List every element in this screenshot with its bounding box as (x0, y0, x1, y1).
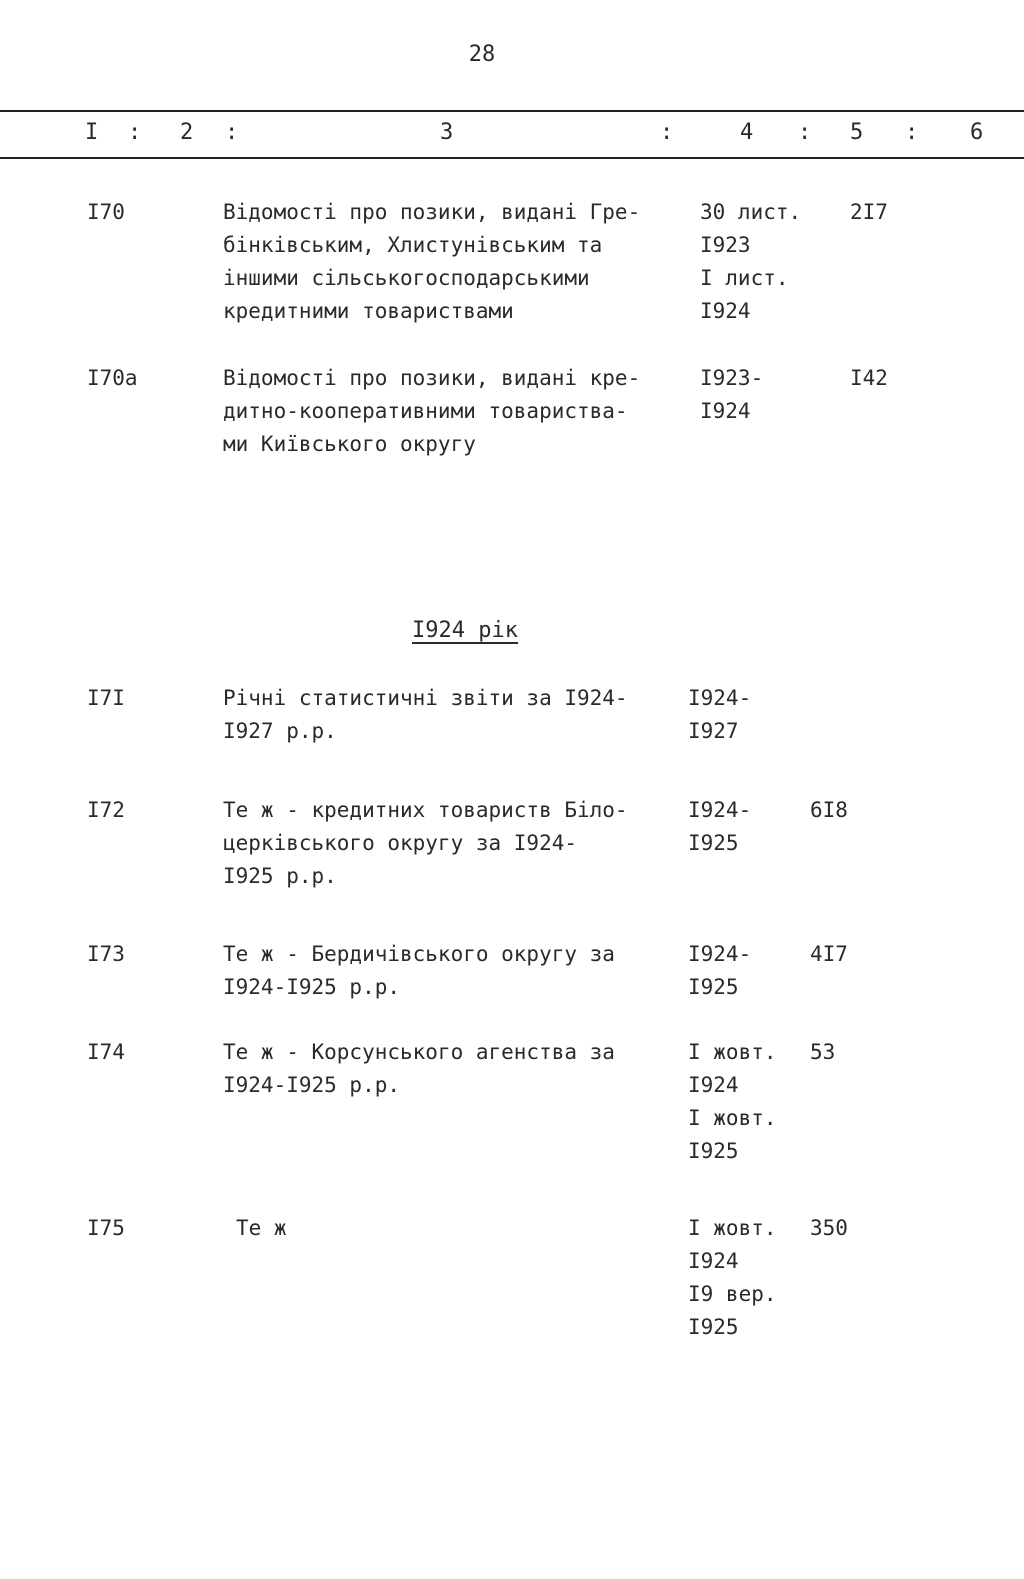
entry-sheets: 6I8 (810, 798, 848, 822)
entry-number: I75 (87, 1216, 125, 1240)
entry-dates: I924- I925 (688, 798, 752, 855)
entry-title: Відомості про позики, видані кре- дитно-кооперативними товариства- ми Київського округу (223, 366, 641, 456)
column-separator: : (905, 120, 919, 145)
entry-sheets: 2I7 (850, 200, 888, 224)
section-title: I924 рік (412, 618, 518, 643)
column-separator: : (225, 120, 239, 145)
header-rule-bottom (0, 157, 1024, 159)
column-separator: : (660, 120, 674, 145)
entry-sheets: 4I7 (810, 942, 848, 966)
entry-sheets: 53 (810, 1040, 836, 1064)
column-header-5: 5 (850, 120, 864, 145)
entry-title: Відомості про позики, видані Гре- бінківським, Хлистунівським та іншими сільськогосподарськими кредитними товариствами (223, 200, 641, 323)
column-separator: : (798, 120, 812, 145)
header-rule-top (0, 110, 1024, 112)
entry-title: Те ж (236, 1216, 287, 1240)
entry-sheets: I42 (850, 366, 888, 390)
entry-dates: I жовт. I924 I жовт. I925 (688, 1040, 777, 1163)
entry-number: I7I (87, 686, 125, 710)
column-header-2: 2 (180, 120, 194, 145)
column-header-3: 3 (440, 120, 454, 145)
entry-dates: I жовт. I924 I9 вер. I925 (688, 1216, 777, 1339)
entry-number: I73 (87, 942, 125, 966)
entry-dates: I924- I927 (688, 686, 752, 743)
page-number: 28 (468, 42, 496, 67)
entry-title: Те ж - Бердичівського округу за I924-I925 р.р. (223, 942, 615, 999)
entry-dates: I924- I925 (688, 942, 752, 999)
entry-title: Те ж - кредитних товариств Біло- церківського округу за I924- I925 р.р. (223, 798, 628, 888)
entry-dates: 30 лист. I923 I лист. I924 (700, 200, 802, 323)
column-header-1: I (85, 120, 99, 145)
entry-number: I72 (87, 798, 125, 822)
column-header-6: 6 (970, 120, 984, 145)
entry-number: I70 (87, 200, 125, 224)
column-header-4: 4 (740, 120, 754, 145)
entry-title: Річні статистичні звіти за I924- I927 р.р. (223, 686, 628, 743)
entry-number: I74 (87, 1040, 125, 1064)
entry-title: Те ж - Корсунського агенства за I924-I925 р.р. (223, 1040, 615, 1097)
entry-sheets: 350 (810, 1216, 848, 1240)
entry-dates: I923- I924 (700, 366, 764, 423)
column-separator: : (128, 120, 142, 145)
entry-number: I70а (87, 366, 138, 390)
